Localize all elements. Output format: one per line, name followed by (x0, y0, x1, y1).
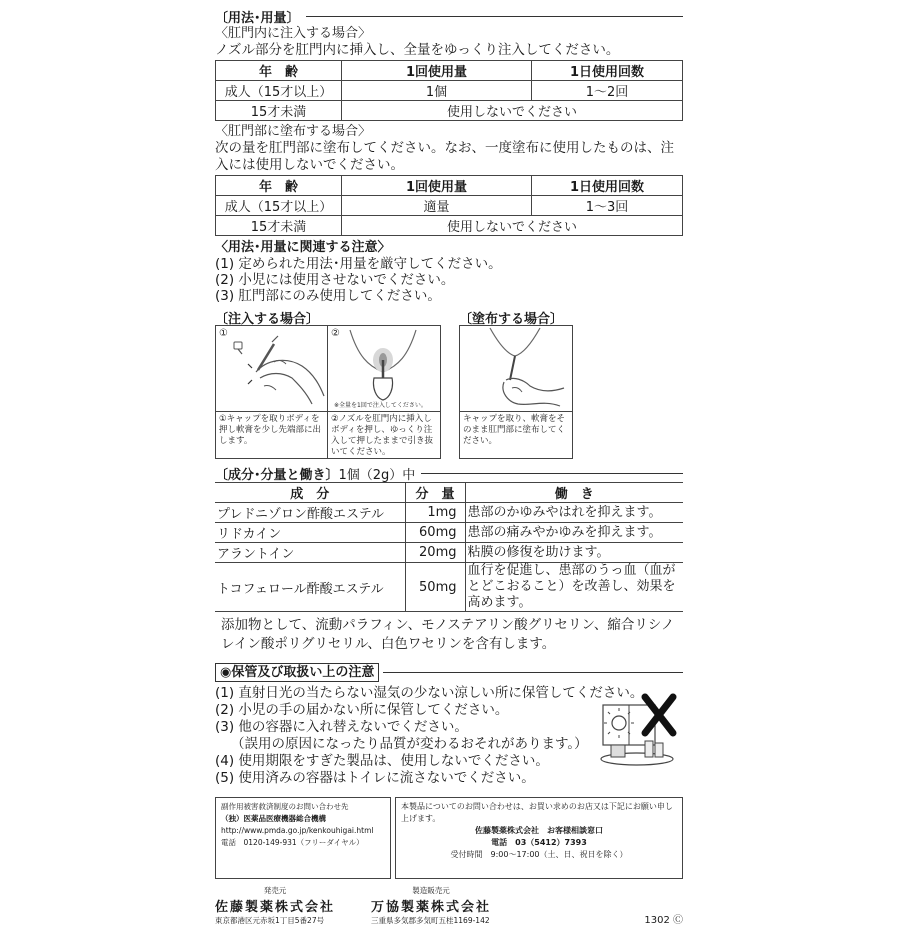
cell-span: 使用しないでください (342, 216, 683, 236)
cell-times: 1〜3回 (532, 196, 683, 216)
ingredient-effect: 患部の痛みやかゆみを抑えます。 (465, 523, 683, 543)
hand-squeeze-tube-icon (216, 326, 326, 412)
ingredient-name: アラントイン (215, 543, 405, 563)
cell-age: 成人（15才以上） (216, 81, 342, 101)
inquiry-company: 佐藤製薬株式会社 お客様相談窓口 (475, 826, 603, 835)
storage-heading (215, 662, 683, 682)
figure-2-caption: ②ノズルを肛門内に挿入しボディを押し、ゆっくり注入して押したままで引き抜いてください。 (331, 414, 434, 457)
ingredient-effect: 患部のかゆみやはれを抑えます。 (465, 503, 683, 523)
seller-role: 発売元 (263, 886, 287, 895)
figure-3 (460, 326, 572, 458)
heading-rule (306, 16, 683, 17)
application-figure-boxes (459, 325, 573, 459)
figure-3-caption: キャップを取り、軟膏をそのまま肛門部に塗布してください。 (463, 414, 566, 446)
relief-line-1: 副作用被害救済制度のお問い合わせ先 (221, 802, 349, 811)
figure-number: ② (331, 328, 340, 339)
cell-age: 15才未満 (216, 216, 342, 236)
maker-block (371, 885, 491, 926)
list-item: (3) 他の容器に入れ替えないでください。 (215, 719, 468, 735)
ingredient-effect: 粘膜の修復を助けます。 (465, 543, 683, 563)
injection-text: ノズル部分を肛門内に挿入し、全量をゆっくり注入してください。 (215, 42, 620, 58)
table-header-row (215, 483, 683, 503)
header-amount: 分 量 (405, 483, 465, 503)
injection-figures-title: 〔注入する場合〕 (215, 312, 320, 327)
inquiry-text: 本製品についてのお問い合わせは、お買い求めのお店又は下記にお願い申し上げます。 (401, 802, 673, 823)
application-subheading: 〈肛門部に塗布する場合〉 (215, 124, 372, 139)
no-sunlight-icon (597, 693, 677, 775)
header-times: 1日使用回数 (532, 176, 683, 196)
injection-dose-table (215, 60, 683, 121)
ingredient-amount: 60mg (405, 523, 465, 543)
usage-heading (215, 8, 683, 25)
list-item: (4) 使用期限をすぎた製品は、使用しないでください。 (215, 753, 549, 769)
table-row (216, 216, 683, 236)
cell-span: 使用しないでください (342, 101, 683, 121)
seller-block (215, 885, 335, 926)
apply-ointment-icon (460, 326, 570, 412)
relief-system-box (215, 797, 391, 879)
related-notes-heading: 〈用法･用量に関連する注意〉 (215, 240, 391, 255)
ingredients-table (215, 482, 683, 612)
application-figures-title: 〔塗布する場合〕 (459, 312, 564, 327)
header-amount: 1回使用量 (342, 61, 532, 81)
ingredients-heading (215, 464, 683, 482)
header-age: 年 齢 (216, 61, 342, 81)
cell-age: 15才未満 (216, 101, 342, 121)
application-dose-table (215, 175, 683, 236)
header-ingredient: 成 分 (215, 483, 405, 503)
ingredient-effect: 血行を促進し、患部のうっ血（血がとどこおること）を改善し、効果を高めます。 (465, 563, 683, 612)
contact-boxes (215, 797, 683, 879)
table-header-row (216, 176, 683, 196)
list-item: （誤用の原因になったり品質が変わるおそれがあります。） (231, 736, 588, 752)
ingredient-amount: 50mg (405, 563, 465, 612)
ingredients-heading-text: 〔成分･分量と働き〕 (215, 467, 339, 483)
seller-name: 佐藤製薬株式会社 (215, 900, 336, 915)
table-row (215, 543, 683, 563)
list-item: (2) 小児の手の届かない所に保管してください。 (215, 702, 509, 718)
header-effect: 働 き (465, 483, 683, 503)
header-amount: 1回使用量 (342, 176, 532, 196)
table-row (215, 523, 683, 543)
list-item: (5) 使用済みの容器はトイレに流さないでください。 (215, 770, 535, 786)
figure-1 (216, 326, 328, 458)
cell-age: 成人（15才以上） (216, 196, 342, 216)
storage-section (215, 685, 683, 787)
figure-1-caption: ①キャップを取りボディを押し軟膏を少し先端部に出します。 (219, 414, 322, 446)
figure-number: ① (219, 328, 228, 339)
footer (215, 885, 683, 926)
maker-name: 万協製薬株式会社 (371, 900, 492, 915)
ingredient-name: リドカイン (215, 523, 405, 543)
seller-address: 東京都港区元赤坂1丁目5番27号 (215, 916, 325, 925)
storage-heading-text: ◉保管及び取扱い上の注意 (215, 663, 379, 682)
table-row (216, 81, 683, 101)
table-row (215, 503, 683, 523)
list-item: (2) 小児には使用させないでください。 (215, 272, 455, 288)
cell-times: 1〜2回 (532, 81, 683, 101)
ingredient-amount: 20mg (405, 543, 465, 563)
ingredients-per: 1個（2g）中 (338, 467, 416, 483)
application-text: 次の量を肛門部に塗布してください。なお、一度塗布に使用したものは、注入には使用しないでください。 (215, 140, 674, 173)
header-age: 年 齢 (216, 176, 342, 196)
relief-organization: （独）医薬品医療機器総合機構 (221, 814, 326, 823)
usage-heading-text: 〔用法･用量〕 (215, 11, 300, 26)
table-row (216, 196, 683, 216)
heading-rule (383, 672, 683, 673)
figure-2-note: ※全量を1回で注入してください。 (334, 402, 427, 409)
inquiry-box (395, 797, 683, 879)
application-figures (459, 308, 573, 459)
table-header-row (216, 61, 683, 81)
ingredient-name: トコフェロール酢酸エステル (215, 563, 405, 612)
additives-text: 添加物として、流動パラフィン、モノステアリン酸グリセリン、縮合リシノレイン酸ポリグリセリル、白色ワセリンを含有します。 (221, 617, 675, 652)
related-notes-list (215, 256, 683, 304)
cell-amount: 適量 (342, 196, 532, 216)
ingredient-amount: 1mg (405, 503, 465, 523)
injection-figure-boxes (215, 325, 441, 459)
table-row (215, 563, 683, 612)
ingredient-name: プレドニゾロン酢酸エステル (215, 503, 405, 523)
list-item: (1) 直射日光の当たらない湿気の少ない涼しい所に保管してください。 (215, 685, 644, 701)
figures-row (215, 308, 683, 459)
list-item: (1) 定められた用法･用量を厳守してください。 (215, 256, 502, 272)
figure-3-illustration (460, 326, 572, 412)
document-code: 1302 Ⓒ (644, 915, 683, 926)
figure-2 (328, 326, 440, 458)
relief-phone: 電話 0120-149-931（フリーダイヤル） (221, 838, 364, 847)
package-insert (215, 8, 683, 926)
table-row (216, 101, 683, 121)
figure-2-illustration (328, 326, 440, 412)
injection-subheading: 〈肛門内に注入する場合〉 (215, 26, 372, 41)
maker-role: 製造販売元 (412, 886, 450, 895)
heading-rule (421, 473, 683, 474)
figure-1-illustration (216, 326, 327, 412)
relief-url: http://www.pmda.go.jp/kenkouhigai.html (221, 826, 374, 835)
maker-address: 三重県多気郡多気町五桂1169-142 (371, 916, 490, 925)
inquiry-phone: 電話 03（5412）7393 (491, 838, 587, 847)
cell-amount: 1個 (342, 81, 532, 101)
injection-figures (215, 308, 441, 459)
list-item: (3) 肛門部にのみ使用してください。 (215, 288, 441, 304)
header-times: 1日使用回数 (532, 61, 683, 81)
inquiry-hours: 受付時間 9:00〜17:00（土、日、祝日を除く） (450, 850, 628, 859)
